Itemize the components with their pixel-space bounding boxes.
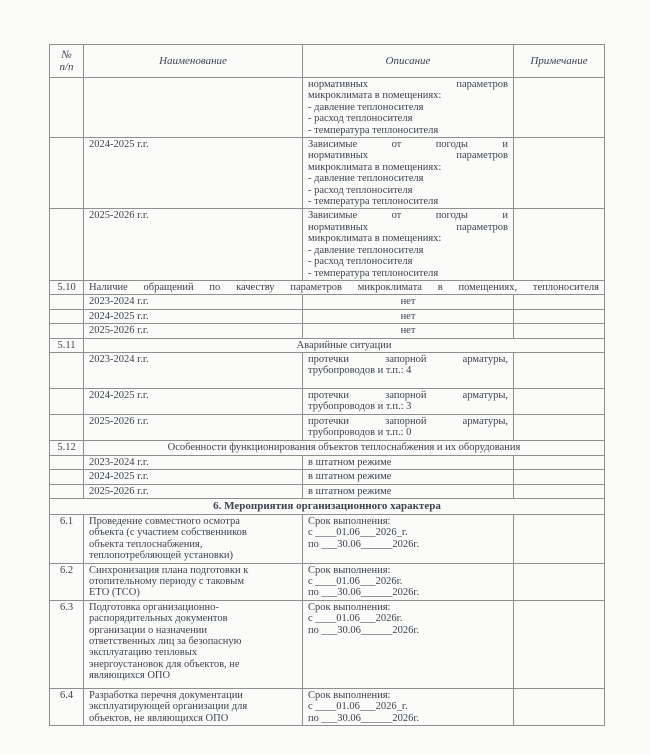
table-row	[50, 295, 605, 309]
note-cell	[514, 78, 605, 138]
text-line: нормативных параметров	[308, 79, 508, 90]
text-line: объекта теплоснабжения,	[89, 538, 203, 550]
text-line: - давление теплоносителя	[308, 101, 424, 113]
note-cell	[514, 484, 605, 498]
row-number-cell: 6.1	[50, 514, 84, 563]
text-line: с ____01.06___2026_г.	[308, 527, 408, 539]
row-number-cell	[50, 295, 84, 309]
table-row	[50, 688, 605, 725]
text-line: - расход теплоносителя	[308, 256, 413, 268]
table-row	[50, 600, 605, 688]
row-number-cell: 5.11	[50, 338, 84, 352]
text-line: отопительному периоду с таковым	[89, 576, 244, 587]
table-row	[50, 470, 605, 484]
text-line: ответственных лиц за безопасную	[89, 636, 242, 648]
text-line: 2023-2024 г.г.	[89, 296, 149, 308]
row-number-cell	[50, 470, 84, 484]
row-number-cell: 6.4	[50, 688, 84, 725]
name-cell	[84, 600, 303, 688]
text-line: трубопроводов и т.п.: 3	[308, 401, 412, 413]
description-cell	[303, 209, 514, 280]
description-cell	[303, 295, 514, 309]
row-number-cell	[50, 455, 84, 469]
text-line: протечки запорной арматуры,	[308, 415, 508, 427]
description-cell	[303, 470, 514, 484]
row-number-cell	[50, 484, 84, 498]
text-line: энергоустановок для объектов, не	[89, 658, 240, 670]
table-body	[50, 78, 605, 726]
text-line: эксплуатирующей организации для	[89, 701, 248, 713]
text-line: 2024-2025 г.г.	[89, 471, 149, 483]
merged-cell: Аварийные ситуации	[84, 338, 605, 352]
text-line: микроклимата в помещениях:	[308, 233, 442, 245]
text-line: 2024-2025 г.г.	[89, 310, 149, 322]
description-cell	[303, 563, 514, 600]
name-cell	[84, 388, 303, 414]
name-cell	[84, 414, 303, 440]
text-line: Срок выполнения:	[308, 689, 391, 701]
table-row	[50, 440, 605, 455]
name-cell	[84, 455, 303, 469]
note-cell	[514, 388, 605, 414]
table-row	[50, 484, 605, 498]
table-row	[50, 209, 605, 280]
table-row	[50, 563, 605, 600]
table-row	[50, 338, 605, 352]
row-number-cell	[50, 388, 84, 414]
name-cell	[84, 470, 303, 484]
text-line: - расход теплоносителя	[308, 184, 413, 196]
row-number-cell: 5.12	[50, 440, 84, 455]
note-cell	[514, 688, 605, 725]
note-cell	[514, 295, 605, 309]
text-line: - температура теплоносителя	[308, 267, 439, 279]
text-line: распорядительных документов	[89, 613, 228, 625]
note-cell	[514, 352, 605, 388]
text-line: нормативных параметров	[308, 150, 508, 162]
note-cell	[514, 324, 605, 338]
row-number-cell	[50, 414, 84, 440]
text-line: по ___30.06______2026г.	[308, 624, 420, 636]
text-line: - температура теплоносителя	[308, 124, 439, 136]
row-number-cell	[50, 78, 84, 138]
description-cell	[303, 600, 514, 688]
merged-cell: Наличие обращений по качеству параметров микроклимата в помещениях, теплоносителя	[84, 280, 605, 294]
row-number-cell	[50, 209, 84, 280]
text-line: Срок выполнения:	[308, 564, 391, 576]
section-header-cell: 6. Мероприятия организационного характера	[50, 498, 605, 514]
table-row	[50, 324, 605, 338]
text-line: трубопроводов и т.п.: 4	[308, 365, 412, 377]
text-line: 2025-2026 г.г.	[89, 485, 149, 497]
name-cell	[84, 352, 303, 388]
text-line: Разработка перечня документации	[89, 689, 243, 701]
text-line: по ___30.06______2026г.	[308, 538, 420, 550]
text-line: Срок выполнения:	[308, 515, 391, 527]
description-cell	[303, 352, 514, 388]
table-row	[50, 138, 605, 209]
text-line: - расход теплоносителя	[308, 113, 413, 125]
table-row	[50, 280, 605, 294]
text-line: по ___30.06______2026г.	[308, 587, 420, 599]
text-line: с ____01.06___2026_г.	[308, 701, 408, 713]
name-cell	[84, 309, 303, 323]
note-cell	[514, 138, 605, 209]
table-row	[50, 78, 605, 138]
text-line: 2025-2026 г.г.	[89, 415, 149, 427]
text-line: Подготовка организационно-	[89, 601, 219, 613]
text-line: 2025-2026 г.г.	[89, 210, 149, 222]
row-number-cell	[50, 352, 84, 388]
text-line: 2024-2025 г.г.	[89, 139, 149, 151]
text-line: 2023-2024 г.г.	[89, 353, 149, 365]
note-cell	[514, 309, 605, 323]
text-line: объектов, не являющихся ОПО	[89, 712, 229, 724]
text-line: организации о назначении	[89, 624, 207, 636]
text-line: нет	[400, 310, 416, 322]
note-cell	[514, 209, 605, 280]
name-cell	[84, 295, 303, 309]
note-cell	[514, 600, 605, 688]
note-cell	[514, 563, 605, 600]
text-line: 2023-2024 г.г.	[89, 456, 149, 468]
text-line: протечки запорной арматуры,	[308, 389, 508, 401]
name-cell	[84, 514, 303, 563]
name-cell	[84, 78, 303, 138]
row-number-cell: 6.3	[50, 600, 84, 688]
text-line: микроклимата в помещениях:	[308, 90, 442, 102]
name-cell	[84, 209, 303, 280]
name-cell	[84, 688, 303, 725]
name-cell	[84, 324, 303, 338]
text-line: трубопроводов и т.п.: 0	[308, 427, 412, 439]
name-cell	[84, 138, 303, 209]
name-cell	[84, 563, 303, 600]
text-line: эксплуатацию тепловых	[89, 647, 198, 659]
row-number-cell	[50, 324, 84, 338]
text-line: Зависимые от погоды и	[308, 139, 508, 151]
text-line: с ____01.06___2026г.	[308, 613, 403, 625]
description-cell	[303, 78, 514, 138]
text-line: протечки запорной арматуры,	[308, 353, 508, 365]
table-row	[50, 498, 605, 514]
description-cell	[303, 138, 514, 209]
main-table	[49, 44, 605, 726]
text-line: Проведение совместного осмотра	[89, 515, 240, 527]
text-line: 2025-2026 г.г.	[89, 325, 149, 337]
note-cell	[514, 470, 605, 484]
text-line: 2024-2025 г.г.	[89, 389, 149, 401]
header-note-cell: Примечание	[514, 45, 605, 78]
table-row	[50, 309, 605, 323]
text-line: нормативных параметров	[308, 221, 508, 233]
row-number-cell	[50, 138, 84, 209]
text-line: объекта (с участием собственников	[89, 527, 247, 539]
text-line: нет	[400, 296, 416, 308]
description-cell	[303, 414, 514, 440]
text-line: Синхронизация плана подготовки к	[89, 564, 249, 576]
table-row	[50, 455, 605, 469]
table-row	[50, 414, 605, 440]
text-line: микроклимата в помещениях:	[308, 161, 442, 173]
text-line: являющихся ОПО	[89, 670, 171, 682]
note-cell	[514, 455, 605, 469]
table-row	[50, 388, 605, 414]
description-cell	[303, 388, 514, 414]
text-line: - температура теплоносителя	[308, 196, 439, 208]
row-number-cell: 5.10	[50, 280, 84, 294]
text-line: Срок выполнения:	[308, 601, 391, 613]
table-row	[50, 352, 605, 388]
text-line: ЕТО (ТСО)	[89, 587, 140, 599]
row-number-cell	[50, 309, 84, 323]
text-line: в штатном режиме	[308, 456, 392, 468]
name-cell	[84, 484, 303, 498]
text-line: нет	[400, 325, 416, 337]
header-num-bottom: п/п	[59, 61, 74, 73]
description-cell	[303, 514, 514, 563]
text-line: Зависимые от погоды и	[308, 210, 508, 222]
description-cell	[303, 484, 514, 498]
header-row	[50, 45, 605, 78]
description-cell	[303, 324, 514, 338]
text-line: в штатном режиме	[308, 485, 392, 497]
header-name-cell: Наименование	[84, 45, 303, 78]
text-line: - давление теплоносителя	[308, 244, 424, 256]
description-cell	[303, 309, 514, 323]
note-cell	[514, 414, 605, 440]
header-desc-cell: Описание	[303, 45, 514, 78]
text-line: - давление теплоносителя	[308, 173, 424, 185]
note-cell	[514, 514, 605, 563]
description-cell	[303, 688, 514, 725]
text-line: по ___30.06______2026г.	[308, 712, 420, 724]
merged-cell: Особенности функционирования объектов теплоснабжения и их оборудования	[84, 440, 605, 455]
description-cell	[303, 455, 514, 469]
header-num-top: №	[61, 49, 72, 61]
header-num-cell	[50, 45, 84, 78]
text-line: в штатном режиме	[308, 471, 392, 483]
text-line: с ____01.06___2026г.	[308, 576, 403, 587]
text-line: теплопотребляющей установки)	[89, 550, 234, 562]
row-number-cell: 6.2	[50, 563, 84, 600]
table-row	[50, 514, 605, 563]
